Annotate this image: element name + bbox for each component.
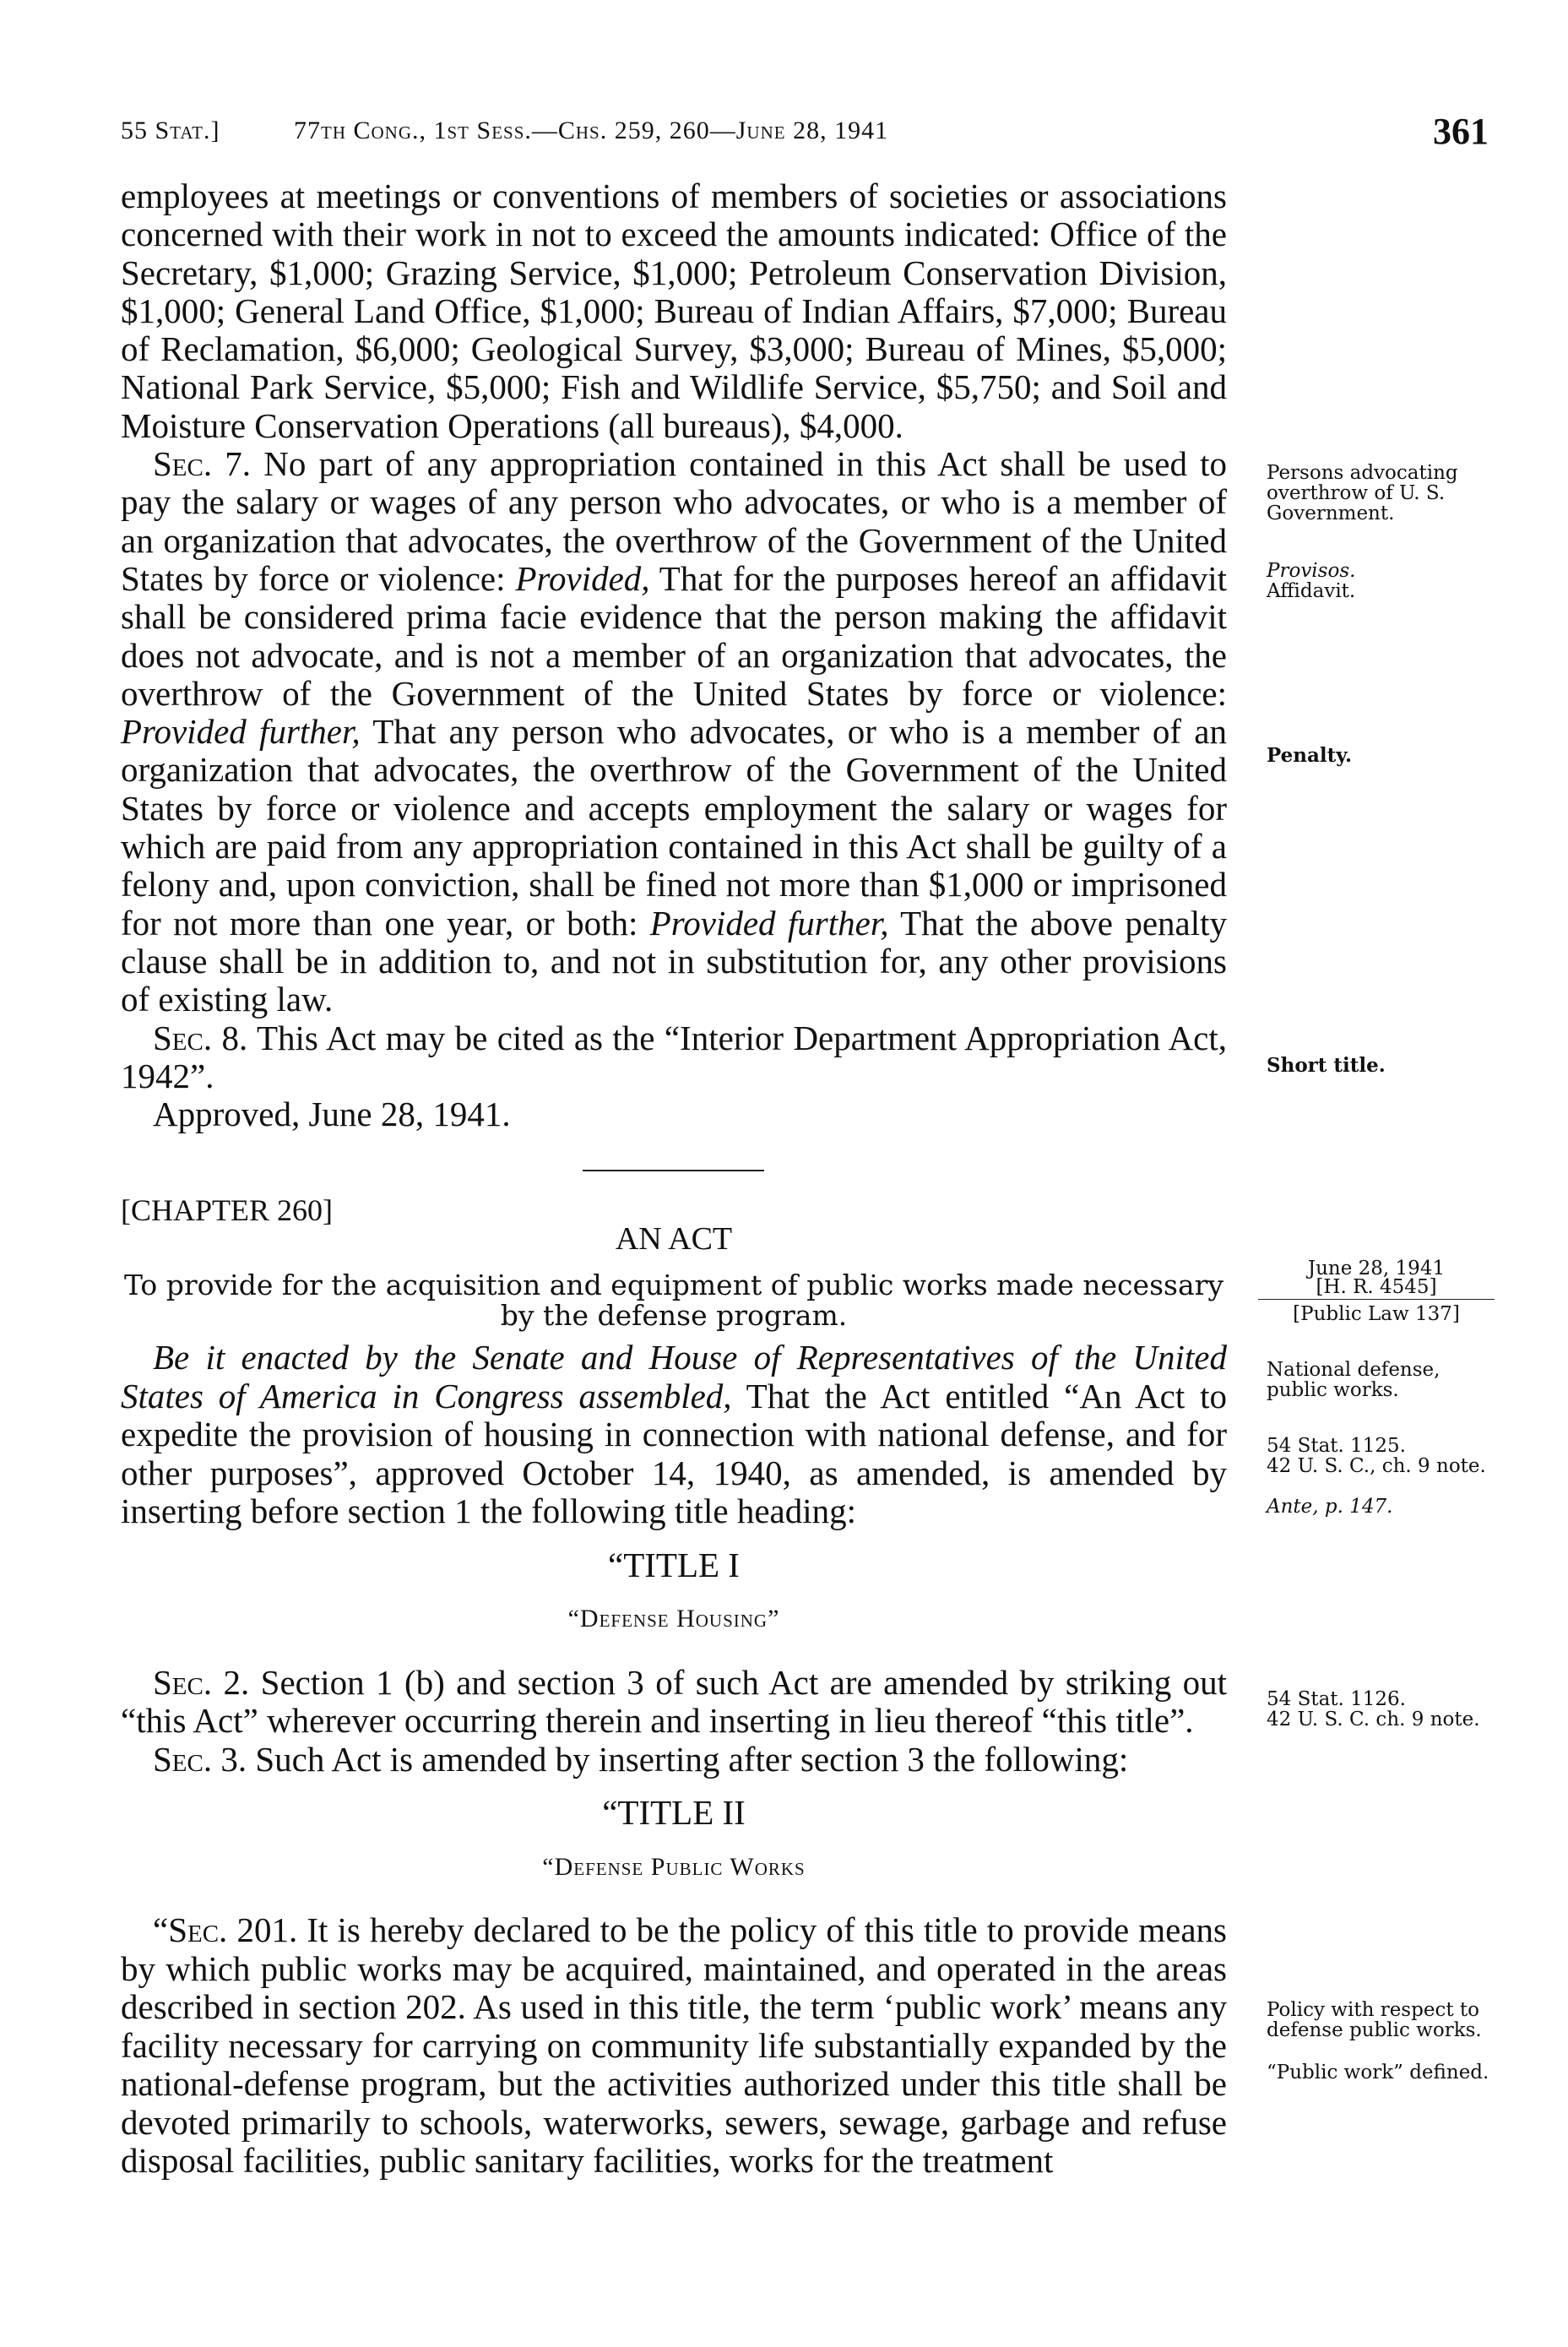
section-201-text: It is hereby declared to be the policy of this title to provide means by which public works may be acquired, maintained, and operated in the areas described in section 202. As used in this title, the term ‘public work’ means any facility necessary for carrying on community life substantially expanded by the national-defense program, but the activities authorized under this title shall be devoted primarily to schools, waterworks, sewers, sewage, garbage and refuse disposal facilities, public sanitary facilities, works for the treatment — [121, 1910, 1228, 2180]
approval-line: Approved, June 28, 1941. — [153, 1095, 511, 1134]
section-3-label: Sec. 3. — [153, 1739, 247, 1779]
margin-note-public-law: [Public Law 137] — [1293, 1303, 1460, 1325]
section-7-text-c: That any person who advocates, or who is a member of an organization that advocates, the overthrow of the Government of the United States by force or violence and accepts employment the salary or wages for which are paid from any appropriation contained in this Act shall be guilty of a felony and, upon conviction, shall be fined not more than $1,000 or imprisoned for not more than one year, or both: — [121, 712, 1227, 943]
section-8-label: Sec. 8. — [153, 1018, 248, 1057]
margin-note-policy: Policy with respect to defense public works. — [1267, 1999, 1482, 2041]
margin-note-public-work: “Public work” defined. — [1267, 2062, 1489, 2084]
enacting-rest: That the Act entitled “An Act to expedite the provision of housing in connection with national defense, and for other purposes”, approved October 14, 1940, as amended, is amended by inserting before section 1 the following title heading: — [121, 1376, 1227, 1530]
section-201 — [121, 1911, 1227, 2181]
margin-note-stat-1125: 54 Stat. 1125. — [1267, 1435, 1406, 1457]
margin-note-bill: [H. R. 4545] — [1316, 1276, 1437, 1298]
act-title: AN ACT — [615, 1221, 733, 1257]
margin-note-affidavit: Affidavit. — [1267, 580, 1356, 602]
chapter-label: [CHAPTER 260] — [121, 1193, 333, 1227]
section-3-text: Such Act is amended by inserting after section 3 the following: — [255, 1739, 1129, 1779]
margin-note-penalty — [1267, 746, 1499, 766]
chapter-259-text — [121, 177, 1227, 1133]
margin-note-ante: Ante, p. 147. — [1267, 1496, 1393, 1518]
page-number: 361 — [1433, 111, 1489, 152]
statute-reference: 55 Stat.] — [121, 117, 220, 144]
margin-note-provisos: Provisos. — [1267, 560, 1356, 582]
title-2-subheading: “Defense Public Works — [542, 1852, 806, 1881]
margin-note-national-defense: National defense, public works. — [1267, 1359, 1440, 1401]
chapter-260-text — [121, 1339, 1227, 2181]
margin-note-usc-2: 42 U. S. C. ch. 9 note. — [1267, 1709, 1480, 1730]
section-7-text-d: That the above penalty clause shall be in addition to, and not in substitution for, any other provisions of existing law. — [121, 903, 1227, 1019]
section-divider — [583, 1170, 764, 1171]
title-2-heading: “TITLE II — [602, 1793, 746, 1832]
margin-note-stat-1126: 54 Stat. 1126. — [1267, 1688, 1406, 1710]
margin-divider — [1258, 1299, 1495, 1300]
penalty-label: Penalty. — [1267, 744, 1353, 767]
section-7-text-a: No part of any appropriation contained in this Act shall be used to pay the salary or wages of any person who advocates, or who is a member of an organization that advocates, the overthrow of the Government of the United States by force or violence: — [121, 444, 1228, 598]
margin-note-short-title — [1267, 1056, 1499, 1076]
section-8-text: This Act may be cited as the “Interior Department Appropriation Act, 1942”. — [121, 1018, 1228, 1095]
session-reference: 77th Cong., 1st Sess.—Chs. 259, 260—June 28, 1941 — [294, 117, 889, 144]
section-2-label: Sec. 2. — [153, 1662, 250, 1702]
section-3 — [121, 1741, 1227, 1779]
act-purpose: To provide for the acquisition and equipment of public works made necessary by the defense program. — [123, 1269, 1224, 1332]
proviso-1: Provided, — [515, 558, 650, 598]
proviso-2: Provided further, — [121, 712, 361, 752]
enacting-clause — [121, 1339, 1227, 1531]
title-1-heading: “TITLE I — [608, 1545, 740, 1584]
section-7 — [121, 445, 1227, 1019]
proviso-3: Provided further, — [649, 903, 889, 943]
section-7-label: Sec. 7. — [153, 444, 252, 484]
section-201-label: “Sec. 201. — [153, 1910, 298, 1949]
margin-note-date: June 28, 1941 — [1307, 1258, 1446, 1279]
margin-note-persons: Persons advocating overthrow of U. S. Government. — [1267, 462, 1458, 524]
section-7-text-b: That for the purposes hereof an affidavit shall be considered prima facie evidence that the person making the affidavit does not advocate, and is not a member of an organization that advocates, the overthrow of the Government of the United States by force or violence: — [121, 558, 1228, 713]
running-header — [121, 110, 1489, 160]
section-8 — [121, 1019, 1227, 1096]
margin-note-usc-1: 42 U. S. C., ch. 9 note. — [1267, 1455, 1486, 1477]
section-2 — [121, 1664, 1227, 1741]
short-title-label: Short title. — [1267, 1054, 1386, 1077]
paragraph-amounts: employees at meetings or conventions of members of societies or associations concerned with their work in not to exceed the amounts indicated: Office of the Secretary, $1,000; Grazing Service, $1,000; Petroleum Conservation Division, $1,000; General Land Office, $1,000; Bureau of Indian Affairs, $7,000; Bureau of Reclamation, $6,000; Geological Survey, $3,000; Bureau of Mines, $5,000; National Park Service, $5,000; Fish and Wildlife Service, $5,750; and Soil and Moisture Conservation Operations (all bureaus), $4,000. — [121, 177, 1227, 445]
enacting-formula: Be it enacted by the Senate and House of Representatives of the United States of America in Congress assembled, — [121, 1338, 1227, 1415]
section-2-text: Section 1 (b) and section 3 of such Act are amended by striking out “this Act” wherever occurring therein and inserting in lieu thereof “this title”. — [121, 1662, 1227, 1740]
title-1-subheading: “Defense Housing” — [567, 1605, 780, 1633]
